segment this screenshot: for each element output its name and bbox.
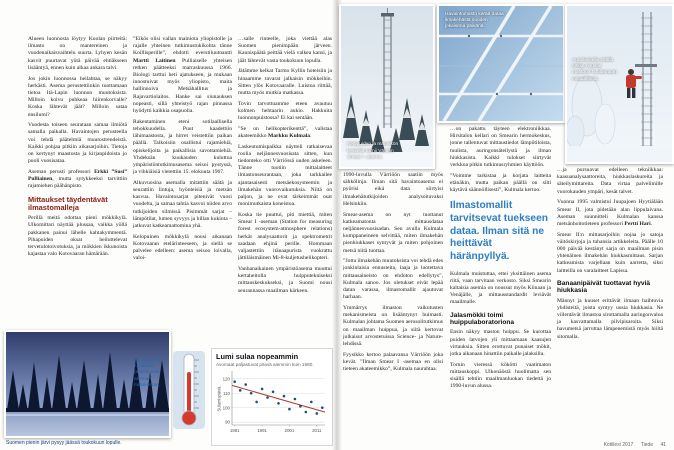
subheading-jalasmokki: Jalasmökki toimi huippulaboratoriona	[450, 311, 515, 326]
footer-issue: Kotiliesi 2017	[603, 442, 634, 448]
right-column-1	[343, 172, 443, 438]
left-col1-paragraphs-after	[28, 215, 127, 258]
paragraph: Jätämme kelkat Tarmo Kyllin hoteisiin ja hinaamme tavarat jalkaisin mökkeihin. Sitten ylös Kotovaaralle. Luistoa riittää, mutta myös mutkia matkassa.	[238, 68, 332, 96]
svg-text:90: 90	[225, 420, 230, 426]
paragraph: Aseman perusti professori Erkki ”Susi” Pulliainen, mutta sytykkeeksi tarvittiin rajamiehen päähänpisto.	[28, 168, 127, 190]
subheading-banaanipaivat: Banaanipäivät tuottavat hyviä hiukkasia	[557, 279, 651, 295]
paragraph: ”Voimme tarkistaa ja korjata laitteita etänäkin, mutta paikan päällä on silti käytävä säännöllisesti”, Kulmala kertoo.	[450, 172, 551, 194]
svg-text:100: 100	[222, 405, 230, 411]
thermometer-caption: Huhtikuussa lumiturkki peittää vielä aseman mittakentän.	[134, 358, 161, 388]
mast-forest-photo	[339, 4, 435, 169]
paragraph: ”Jotta ilmakehän muutoksista voi tehdä edes jonkinlaisia ennusteita, laaja ja luotettava mittausaineisto on ehdoton edellytys”, Kulmala sanoo. Jos oletukset eivät lepää datan varassa, ilmastomallit ajautuvat harhaan.	[343, 258, 443, 301]
paragraph: Rakentaminen eteni sotilaallisella tehokkuudella. Puut kaadettiin lähimaastosta, ja hirret veistettiin paikan päällä. Talkoisiin osallistui rajamiehiä, opiskelijoita ja paikallisia savottamiehiä. Yhdeksän kuukauden kuluttua ympäristöntutkimusasema seisoi pystyssä, ja vihkiäisiä vietettiin 15. elokuuta 1967.	[133, 118, 232, 176]
paragraph: …ja pursuavat edelleen tekniikkaa: kaasuanalysaattoreita, hiukkaslaskureita ja säteilymittareita. Data virtaa palvelimille vuorokauden ympäri, kesät talvet.	[557, 167, 663, 195]
paragraph: Alkuvuosina asemalla mitattiin säätä ja seurattiin lintuja, hyönteisiä ja metsän kasvua. Havaintosarjat pitenivät vuosi vuodelta, ja samaa tahtia kasvoi niiden arvo tutkijoiden silmissä. Pisimmät sarjat – lämpötilat, lumen syvyys ja hillan kukinta – jatkuvat katkeamattomina yhä.	[133, 179, 232, 230]
left-column-3	[238, 36, 332, 346]
tower-structure-caption: Havaintomasto kerää dataa ilmakehästä vuoden jokaisena päivänä.	[445, 12, 504, 30]
paragraph: Laskeutumispaikka näytteli ratkaisevaa roolia neljännesvuosisata sitten, kun tiedonteko otti Värriössä uuden askeleen. Tänne tuotiin mittalaitteet ilmastonseurantaan, joka tarkkailee ajantasaisesti metsäekosysteemin ja ilmakehän vuorovaikutuksia. Niitä on paljon, ja ne ovat tärkeimmät osat monimutkaista koneistoa.	[238, 143, 332, 208]
tower-structure-photo	[437, 4, 565, 123]
left-column-1	[28, 36, 127, 314]
paragraph: Ensin näkyy maston huippu. Se kurottaa puiden latvojen yli mittaamaan kaasujen virtauksia. Sitten erottuvat punaiset mökit, jotka aikanaan hinattiin paikalle jalaksilla.	[450, 329, 551, 357]
climber-illustration	[567, 6, 672, 162]
paragraph: Vuodesta toiseen seurataan samaa ilmiötä samalla paikalla. Havaintojen perusteella voi tehdä päätelmiä muutostrendeistä. Kaikki pohjaa pitkiin aikasarjoihin. Tietoja on kertynyt maastosta ja kirjanpidoista jo puoli vuosisataa.	[28, 122, 127, 165]
mast-forest-caption: Kelopuiden ja männikön keskellä toimii Värriön Smear I -asema.	[347, 142, 399, 160]
footer-page-number: 41	[660, 442, 666, 448]
left-col1-paragraphs	[28, 36, 127, 191]
paragraph: Koska tie puuttui, piti miettiä, miten Smear I -aseman (Station for measuring forest ecosystem-atmosphere relations) herkät analysaattorit ja spektrometrit saadaan ehjinä perille. Hommaan valjastettiin itänaapurista vuokrattu jättiläismäinen Mi-8-kuljetushelikopteri.	[238, 211, 332, 262]
climber-caption: Aurinkoisella säällä tutkija nousee mastoon huoltamaan mittalaitteita.	[572, 58, 617, 82]
pull-quote: Ilmastomallit tarvitsevat tuekseen dataa. Ilman sitä ne heittävät häränpyllyä.	[450, 200, 548, 262]
svg-text:2011: 2011	[312, 428, 322, 434]
chart-title: Lumi sulaa nopeammin	[216, 352, 299, 361]
paragraph: Ymmärrys ilmaston vaikutusten mekanismeista on lisääntynyt huimasti. Kulmalan johtama Suomen aerosolitutkimus on maailman huippua, ja siitä kertovat julkaisut arvostetuissa Science- ja Nature-lehdissä.	[343, 304, 443, 347]
paragraph: 1990-luvulla Värriöön saatiin myös sähkölinja. Ilman sitä havaintoasema ei pyörisi eikä data siirtyisi ilmakehätutkijoiden analysoitavaksi Helsinkiin.	[343, 172, 443, 207]
svg-text:1991: 1991	[257, 428, 267, 434]
right-column-3	[557, 167, 663, 444]
section-heading: Mittaukset täydentävät ilmastomalleja	[28, 194, 108, 212]
paragraph: Perillä meitä odottaa pieni mökkikylä. Ulkomittari näyttää plussaa, vaikka yöllä pakkanen painui lähelle kahtakymmentä. Pihapuiden oksat heiluttelevat tervetulotoivotuksia, ja mökkien ikkunoista kajastaa valo Kotovaaran hämärään.	[28, 215, 127, 258]
snow-melt-chart	[211, 348, 333, 446]
chart-plot-area	[216, 368, 329, 440]
paragraph: …salle rinteelle, joka viettää alas Suomen pienimpään järveen. Kaunispäätä peittää vielä valkea kansi, ja jäät lähtevät vasta toukokuun lopulla.	[238, 36, 332, 64]
paragraph: Vanhanaikainen ympäristöasema muuttui kertaheitolla huipputekniseksi mittauskeskukseksi, ja Suomi nousi seurannassa maailman kärkeen.	[238, 265, 332, 294]
right-col3-paragraphs-after	[557, 298, 663, 341]
right-column-2	[450, 126, 551, 444]
paragraph: Kelopuinen mökkikylä nousi aikanaan Kotovaaran etelärinteeseen, ja siellä se palvelee edelleen: asema seisoo loivalla, valoi-	[133, 233, 232, 262]
lake-photo-caption: Suomen pienin järvi pysyy jäässä toukokuun lopulle.	[6, 440, 122, 446]
svg-text:110: 110	[223, 391, 230, 397]
chart-subtitle: Avomaat paljastuvat päiviä aiemmin kuin 1980.	[216, 361, 314, 367]
paragraph: Jos jokin luonnossa heilahtaa, se näkyy herkästi. Asema perustettiinkin tuottamaan tietoa Itä-Lapin luonnon muutoksista. Milloin koivu puhkeaa hiirenkorvalle? Koska lähtevät jäät? Milloin sataa ensilumi?	[28, 75, 127, 118]
paragraph: Smear II:n mittasarjoihin nojaa jo satoja väitöskirjoja ja tuhansia artikkeleita. Päälle 10 000 päivää kestänyt sarja on maailman pisin yhtenäinen ilmakehän hiukkasmittaus. Sarjan katkeamista varjellaan kuin aarretta, siksi laitteilla on varalaitteet Lapissa.	[557, 231, 663, 274]
footer-magazine: Tiede	[640, 442, 654, 448]
paragraph: ”Se on helikopterikenttä”, valistaa akateemikko Markku Kulmala.	[238, 125, 332, 139]
left-column-2	[133, 36, 232, 346]
right-page-footer	[540, 442, 666, 448]
paragraph: Vuonna 1995 valmistui Juupajoen Hyytiälään Smear II, jota pidetään alan lippulaivana. Aseman suunnitteli Kulmalan kanssa metsänhoitotieteen professori Pertti Hari.	[557, 199, 663, 227]
climber-photo	[565, 4, 674, 164]
thermometer-mercury	[187, 372, 191, 414]
paragraph: …on pakattu täyteen elektroniikkaa. Hirsitalon kellari on Smearin hermokeskus, jonne tallentuvat mittaustiedot lämpötiloista, tuulista, auringonsäteilystä ja ilman hiukkasista. Kaikki tulokset siirtyvät verkkoa pitkin tutkimusryhmien käyttöön.	[450, 126, 551, 169]
right-col2-paragraphs	[450, 126, 551, 194]
paragraph: Fyysikko kertoo palaavansa Värriöön joka kevät. ”Ilman Smear I -asemaa en olisi tieteen akateemikko”, Kulmala naurahtaa.	[343, 351, 443, 373]
svg-text:1981: 1981	[229, 428, 240, 434]
svg-text:2001: 2001	[284, 428, 295, 434]
right-col2-paragraphs-mid	[450, 271, 551, 307]
paragraph: Tornin vieressä kökötti vaatimaton mittauskoppi. Ulkonäöstä huolimatta sen sisällä tehtiin maailmanluokan tiedettä jo 1990-luvun alussa.	[450, 361, 551, 390]
paragraph: ”Eikös olisi vallan mainiota yliopistolle ja rajalle yhteinen tutkimustukikohta tänne Koillisperille”, ehdotti everstiluutnantti Martti Laitinen Pulliaiselle yhteisen retken päätteeksi marraskuussa 1966. Biologi tarttui heti ajatukseen, ja mukaan innostuivat myös yliopisto, maita hallinnoiva Metsähallitus ja Rajavartiolaitos. Hanke sai siunauksen nopeasti, sillä yhteistyö rajan pinnassa hyödytti kaikkia osapuolia.	[133, 36, 232, 115]
paragraph: Tovin tarvottuamme eteen avautuu kolmen hehtaarin aukio. Hakkuita luonnonpuistossa? Ei kai sentään.	[238, 100, 332, 122]
svg-text:120: 120	[222, 376, 230, 382]
right-col2-paragraphs-after	[450, 329, 551, 390]
paragraph: Smear-asema on nyt tuottanut katkeamatonta mittausdataa neljännesvuosisadan. Sen avulla Kulmala kumppaneineen selvittää, miten ilmakehän pienhiukkaset syntyvät ja miten pohjoinen metsä niitä tuottaa.	[343, 211, 443, 254]
right-col3-paragraphs	[557, 167, 663, 275]
svg-text:Sulamispäivä: Sulamispäivä	[216, 386, 222, 412]
paragraph: Männyt ja kuuset erittävät ilmaan haihtuvia yhdisteitä, joista syntyy uusia hiukkasia. Ne viilentävät ilmastoa sirottamalla auringonvaloa ja kasvattamalla pilvipisaroita. Siksi havumetsä jarruttaa lämpenemistä myös hiiltä sitomalla.	[557, 297, 663, 340]
paragraph: Alueen luonnosta löytyy Kuolan piirteitä: ilmasto on mantereinen ja vuodenaikaisvaihtelu suurta. Lyhyen kesän kasvit puurtavat yötä päivää ehtiäkseen lisääntyä, ennen kuin alkaa ankara talvi.	[28, 36, 127, 71]
paragraph: Kulmala muistuttaa, ettei yksittäinen asema riitä, vaan tarvitaan verkosto. Siksi Smearin kaltaisia asemia on noussut myös Kiinaan ja Venäjälle, ja mittausstandardit leviävät maailmalle.	[450, 270, 551, 306]
thermometer-illustration	[172, 350, 206, 430]
